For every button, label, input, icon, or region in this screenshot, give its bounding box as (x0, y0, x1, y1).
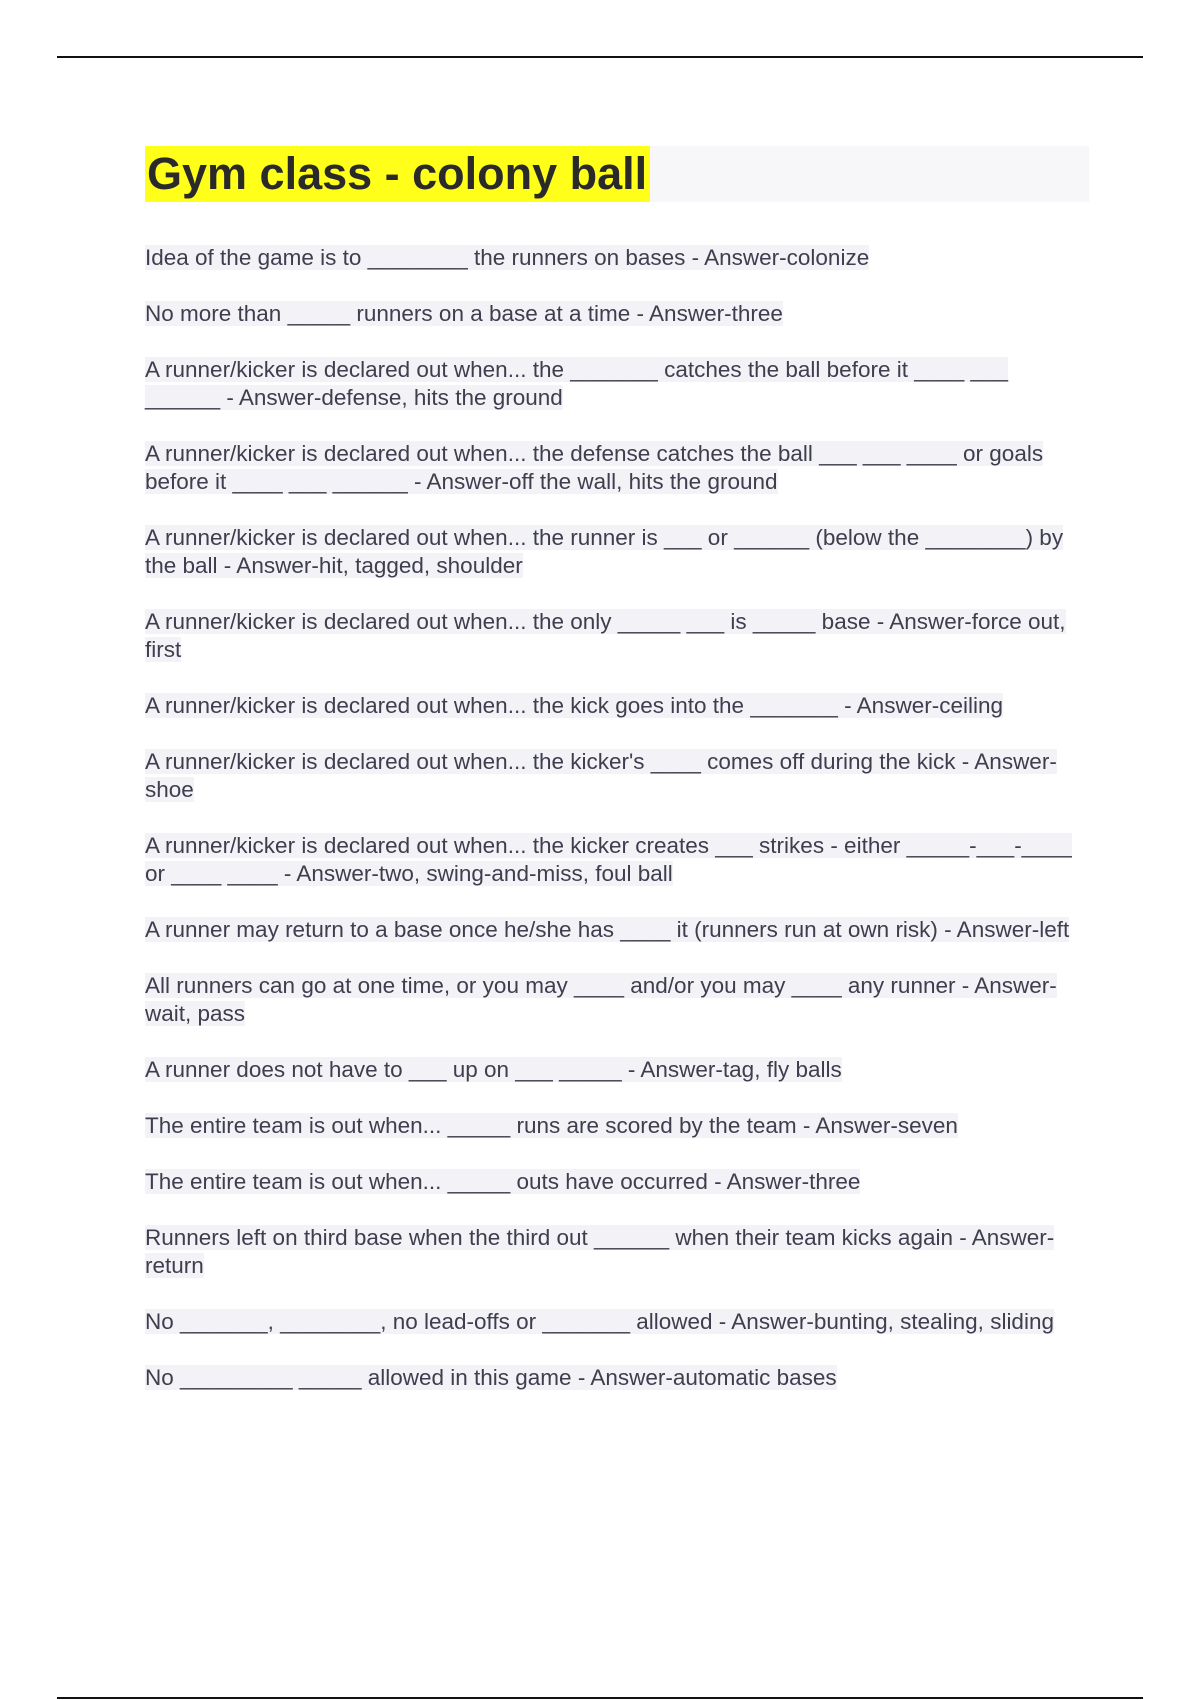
qa-item-text: A runner does not have to ___ up on ___ _____ - Answer-tag, fly balls (145, 1057, 842, 1082)
qa-item-text: Runners left on third base when the third out ______ when their team kicks again - Answer-return (145, 1225, 1055, 1278)
qa-item (145, 244, 1075, 272)
qa-item (145, 608, 1075, 664)
qa-item-text: The entire team is out when... _____ runs are scored by the team - Answer-seven (145, 1113, 958, 1138)
qa-item (145, 916, 1075, 944)
title-band (145, 146, 1089, 202)
qa-item-text: All runners can go at one time, or you may ____ and/or you may ____ any runner - Answer-wait, pass (145, 973, 1057, 1026)
question-answer-list (145, 244, 1089, 1392)
qa-item-text: A runner/kicker is declared out when... the only _____ ___ is _____ base - Answer-force out, first (145, 609, 1066, 662)
qa-item (145, 356, 1075, 412)
qa-item (145, 1308, 1075, 1336)
qa-item (145, 1112, 1075, 1140)
qa-item-text: A runner/kicker is declared out when... the runner is ___ or ______ (below the ________) by the ball - Answer-hit, tagged, shoulder (145, 525, 1064, 578)
qa-item-text: No _______, ________, no lead-offs or _______ allowed - Answer-bunting, stealing, sliding (145, 1309, 1054, 1334)
qa-item (145, 972, 1075, 1028)
qa-item-text: No _________ _____ allowed in this game - Answer-automatic bases (145, 1365, 837, 1390)
qa-item-text: A runner/kicker is declared out when... the kick goes into the _______ - Answer-ceiling (145, 693, 1003, 718)
header-rule (57, 56, 1143, 58)
qa-item (145, 1364, 1075, 1392)
qa-item (145, 440, 1075, 496)
qa-item-text: A runner may return to a base once he/she has ____ it (runners run at own risk) - Answer-left (145, 917, 1070, 942)
qa-item (145, 300, 1075, 328)
qa-item-text: A runner/kicker is declared out when... the _______ catches the ball before it ____ ___ ______ - Answer-defense, hits the ground (145, 357, 1009, 410)
qa-item-text: No more than _____ runners on a base at a time - Answer-three (145, 301, 783, 326)
qa-item (145, 692, 1075, 720)
qa-item-text: A runner/kicker is declared out when... the kicker creates ___ strikes - either _____-___-____ or ____ ____ - Answer-two, swing-and-miss, foul ball (145, 833, 1072, 886)
footer-rule (57, 1697, 1143, 1699)
qa-item-text: The entire team is out when... _____ outs have occurred - Answer-three (145, 1169, 861, 1194)
qa-item-text: A runner/kicker is declared out when... the defense catches the ball ___ ___ ____ or goals before it ____ ___ ______ - Answer-off the wall, hits the ground (145, 441, 1044, 494)
qa-item (145, 524, 1075, 580)
qa-item-text: A runner/kicker is declared out when... the kicker's ____ comes off during the kick - Answer-shoe (145, 749, 1057, 802)
document-body (145, 146, 1089, 1420)
qa-item (145, 748, 1075, 804)
page-title: Gym class - colony ball (145, 146, 650, 202)
qa-item (145, 1224, 1075, 1280)
qa-item-text: Idea of the game is to ________ the runners on bases - Answer-colonize (145, 245, 870, 270)
qa-item (145, 1168, 1075, 1196)
qa-item (145, 1056, 1075, 1084)
qa-item (145, 832, 1075, 888)
